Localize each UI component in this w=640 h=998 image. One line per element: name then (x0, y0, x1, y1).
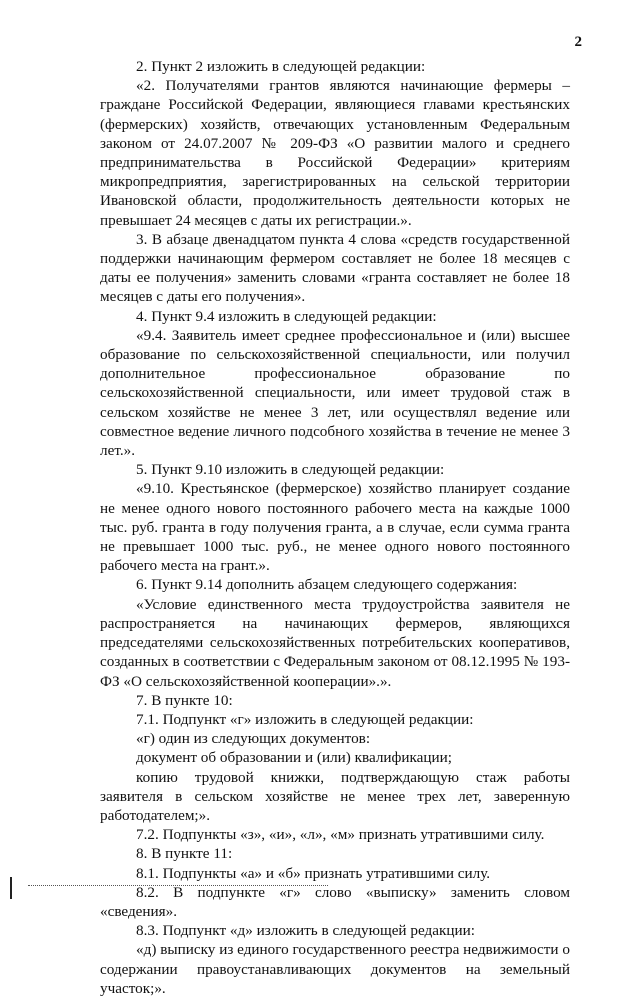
paragraph-item-2-text: «2. Получателями грантов являются начинающие фермеры – граждане Российской Федерации, являющиеся главами крестьянских (фермерских) хозяйств, отвечающих установленным Федеральным законом от 24.07.2007 № 209-ФЗ «О развитии малого и среднего предпринимательства в Российской Федерации» критериям микропредприятия, зарегистрированных на сельской территории Ивановской области, продолжительность деятельности которых не превышает 24 месяцев с даты их регистрации.». (100, 77, 570, 229)
paragraph-item-8-3: 8.3. Подпункт «д» изложить в следующей редакции: (136, 922, 475, 940)
paragraph-item-4: 4. Пункт 9.4 изложить в следующей редакции: (136, 307, 437, 325)
paragraph-item-7: 7. В пункте 10: (136, 691, 233, 709)
paragraph-subitem-d: «д) выписку из единого государственного реестра недвижимости о содержании правоустанавливающих документов на земельный участок;». (100, 941, 570, 997)
paragraph-item-9-14-text: «Условие единственного места трудоустройства заявителя не распространяется на начинающих фермеров, являющихся председателями сельскохозяйственных потребительских кооперативов, созданных в соответствии с Федеральным законом от 08.12.1995 № 193-ФЗ «О сельскохозяйственной кооперации».». (100, 595, 570, 690)
paragraph-item-8-1: 8.1. Подпункты «а» и «б» признать утратившими силу. (136, 864, 491, 882)
paragraph-item-6: 6. Пункт 9.14 дополнить абзацем следующего содержания: (136, 576, 518, 594)
paragraph-work-book-copy: копию трудовой книжки, подтверждающую стаж работы заявителя в сельском хозяйстве не менее трех лет, заверенную работодателем;». (100, 768, 570, 824)
paragraph-item-7-2: 7.2. Подпункты «з», «и», «л», «м» признать утратившими силу. (136, 826, 545, 844)
paragraph-item-8-2: 8.2. В подпункте «г» слово «выписку» заменить словом «сведения». (100, 883, 570, 920)
paragraph-education-document: документ об образовании и (или) квалификации; (136, 749, 453, 767)
paragraph-item-8: 8. В пункте 11: (136, 845, 233, 863)
paragraph-item-9-4-text: «9.4. Заявитель имеет среднее профессиональное и (или) высшее образование по сельскохозяйственной специальности, или получил дополнительное профессиональное образование по сельскохозяйственной специальности, или имеет трудовой стаж в сельском хозяйстве не менее 3 лет, или осуществлял ведение или совместное ведение личного подсобного хозяйства в течение не менее 3 лет.». (100, 326, 570, 460)
paragraph-item-2: 2. Пункт 2 изложить в следующей редакции: (136, 58, 426, 75)
scan-edge-mark (10, 877, 12, 899)
paragraph-item-9-10-text: «9.10. Крестьянское (фермерское) хозяйство планирует создание не менее одного нового постоянного рабочего места на каждые 1000 тыс. руб. гранта в году получения гранта, а в случае, если сумма гранта не превышает 1000 тыс. руб., не менее одного нового постоянного рабочего места на грант.». (100, 480, 570, 575)
paragraph-item-5: 5. Пункт 9.10 изложить в следующей редакции: (136, 461, 445, 479)
paragraph-subitem-g: «г) один из следующих документов: (136, 730, 371, 748)
paragraph-item-3: 3. В абзаце двенадцатом пункта 4 слова «средств государственной поддержки начинающим фермером составляет не более 18 месяцев с даты ее получения» заменить словами «гранта составляет не более 18 месяцев с даты его получения». (100, 230, 570, 306)
paragraph-item-7-1: 7.1. Подпункт «г» изложить в следующей редакции: (136, 710, 474, 728)
page-number: 2 (574, 34, 582, 50)
scan-dotted-line (28, 885, 328, 886)
document-body (100, 57, 570, 998)
